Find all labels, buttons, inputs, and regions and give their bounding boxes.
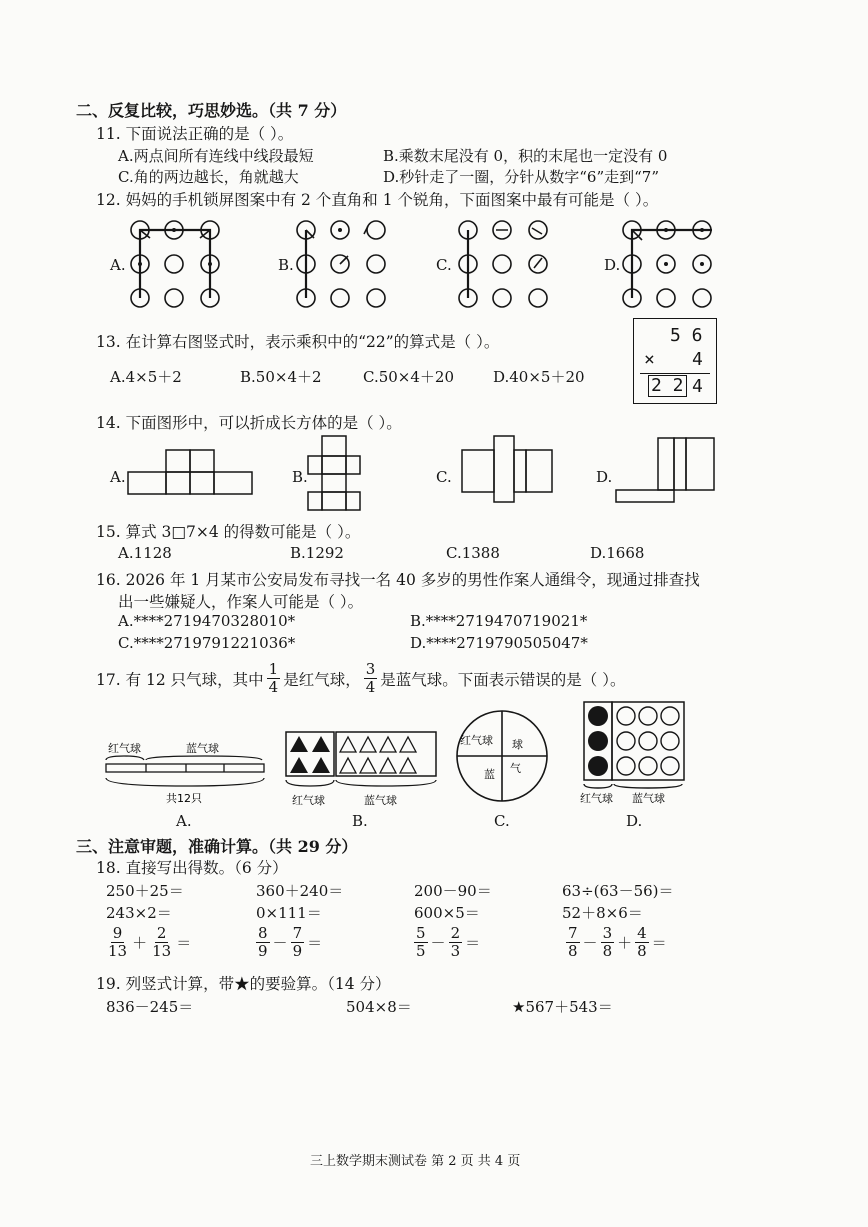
- segment-label-blue: 蓝气球: [186, 742, 219, 755]
- fraction-calc-4: [566, 926, 667, 959]
- equals: ＝: [651, 934, 667, 952]
- frac-denominator: 8: [637, 942, 647, 960]
- q17-fraction-blue: [364, 662, 378, 695]
- frac-numerator: 2: [450, 924, 461, 942]
- equals: ＝: [176, 934, 192, 952]
- vertical-calc-item: ★567＋543＝: [512, 998, 613, 1016]
- q13-option-b: B.50×4＋2: [240, 368, 322, 386]
- fraction: [291, 926, 305, 959]
- q11-option-a: A.两点间所有连线中线段最短: [118, 147, 314, 165]
- triangle-label-blue: 蓝气球: [364, 794, 397, 807]
- vertical-calc-item: 504×8＝: [346, 998, 412, 1016]
- question-11-stem: 11. 下面说法正确的是（ ）。: [96, 125, 294, 143]
- net-c: [458, 432, 558, 512]
- triangle-label-red: 红气球: [292, 794, 325, 807]
- multiply-sign: ×: [644, 349, 655, 370]
- q16-option-b: B.****2719470719021*: [410, 612, 588, 630]
- q17-label-d: D.: [626, 812, 643, 830]
- lock-pattern-b: [288, 212, 398, 312]
- question-18-stem: 18. 直接写出得数。（6 分）: [96, 859, 288, 877]
- vertical-rule: [640, 373, 710, 374]
- fraction-calc-3: [414, 926, 480, 959]
- question-16-stem-line2: 出一些嫌疑人，作案人可能是（ ）。: [118, 593, 364, 611]
- frac-numerator: 1: [268, 660, 279, 678]
- q17-stem-part2: 是红气球，: [283, 670, 361, 689]
- fraction: [635, 926, 649, 959]
- frac-denominator: 5: [416, 942, 426, 960]
- question-19-stem: 19. 列竖式计算，带★的要验算。（14 分）: [96, 975, 391, 993]
- q16-option-c: C.****2719791221036*: [118, 634, 296, 652]
- frac-denominator: 13: [152, 942, 172, 960]
- segment-total-label: 共12只: [166, 792, 202, 805]
- question-13-stem: 13. 在计算右图竖式时，表示乘积中的“22”的算式是（ ）。: [96, 333, 500, 351]
- fraction: [601, 926, 615, 959]
- pie-label-blue-1: 球: [512, 738, 523, 751]
- fraction: [566, 926, 580, 959]
- q15-option-c: C.1388: [446, 544, 500, 562]
- question-12-stem: 12. 妈妈的手机锁屏图案中有 2 个直角和 1 个锐角，下面图案中最有可能是（ ）。: [96, 191, 659, 209]
- q17-triangle-diagram: [282, 728, 442, 812]
- question-17-stem: [96, 662, 625, 695]
- frac-numerator: 3: [602, 924, 613, 942]
- operator: －: [430, 934, 446, 952]
- q13-option-d: D.40×5＋20: [493, 368, 585, 386]
- calc-item: 250＋25＝: [106, 882, 184, 900]
- product-boxed-digits: 2 2: [648, 375, 687, 397]
- calc-item: 63÷(63－56)＝: [562, 882, 674, 900]
- frac-denominator: 3: [450, 942, 461, 960]
- question-16-stem-line1: 16. 2026 年 1 月某市公安局发布寻找一名 40 多岁的男性作案人通缉令，现通过排查找: [96, 571, 700, 589]
- operator: －: [582, 934, 598, 952]
- q16-option-d: D.****2719790505047*: [410, 634, 588, 652]
- q17-dot-grid-diagram: [578, 698, 690, 810]
- q12-label-a: A.: [110, 256, 126, 274]
- calc-item: 200－90＝: [414, 882, 492, 900]
- q11-option-b: B.乘数末尾没有 0，积的末尾也一定没有 0: [383, 147, 668, 165]
- question-14-stem: 14. 下面图形中，可以折成长方体的是（ ）。: [96, 414, 402, 432]
- frac-numerator: 2: [156, 924, 167, 942]
- frac-denominator: 13: [108, 942, 128, 960]
- operator: ＋: [132, 934, 148, 952]
- segment-label-red: 红气球: [108, 742, 141, 755]
- vertical-calc-item: 836－245＝: [106, 998, 194, 1016]
- q12-label-d: D.: [604, 256, 621, 274]
- product-last-digit: 4: [692, 376, 703, 397]
- q17-label-b: B.: [352, 812, 368, 830]
- vertical-multiplication-box: [633, 318, 717, 404]
- calc-item: 0×111＝: [256, 904, 322, 922]
- frac-denominator: 8: [568, 942, 578, 960]
- fraction: [106, 926, 129, 959]
- page-footer: 三上数学期末测试卷 第 2 页 共 4 页: [310, 1154, 521, 1169]
- calc-item: 243×2＝: [106, 904, 172, 922]
- section-title: 二、反复比较，巧思妙选。（共 7 分）: [76, 101, 347, 120]
- calc-item: 360＋240＝: [256, 882, 344, 900]
- q16-option-a: A.****2719470328010*: [118, 612, 296, 630]
- operator: ＋: [617, 934, 633, 952]
- fraction: [414, 926, 428, 959]
- frac-numerator: 7: [292, 924, 303, 942]
- grid-label-red: 红气球: [580, 792, 613, 805]
- frac-denominator: 4: [365, 678, 376, 696]
- pie-label-red: 红气球: [460, 734, 493, 747]
- q17-stem-part1: 17. 有 12 只气球，其中: [96, 670, 264, 689]
- pie-label-blue-2: 蓝: [484, 768, 495, 781]
- section-title: 三、注意审题，准确计算。（共 29 分）: [76, 837, 358, 856]
- q17-label-c: C.: [494, 812, 510, 830]
- q12-label-c: C.: [436, 256, 452, 274]
- equals: ＝: [307, 934, 323, 952]
- fraction: [449, 926, 463, 959]
- q13-option-c: C.50×4＋20: [363, 368, 454, 386]
- frac-numerator: 4: [637, 924, 647, 942]
- q14-label-a: A.: [110, 468, 126, 486]
- net-d: [612, 432, 724, 512]
- operator: －: [272, 934, 288, 952]
- multiplier: 4: [692, 349, 703, 370]
- fraction-calc-2: [256, 926, 322, 959]
- net-b: [304, 432, 384, 516]
- q11-option-c: C.角的两边越长，角就越大: [118, 168, 299, 186]
- q17-fraction-red: [267, 662, 281, 695]
- q12-label-b: B.: [278, 256, 294, 274]
- q17-label-a: A.: [176, 812, 192, 830]
- q14-label-d: D.: [596, 468, 613, 486]
- lock-pattern-a: [122, 212, 232, 312]
- frac-denominator: 4: [268, 678, 279, 696]
- q17-stem-part3: 是蓝气球。下面表示错误的是（ ）。: [380, 670, 626, 689]
- question-15-stem: 15. 算式 3□7×4 的得数可能是（ ）。: [96, 523, 361, 541]
- frac-denominator: 8: [602, 942, 613, 960]
- q15-option-b: B.1292: [290, 544, 344, 562]
- equals: ＝: [465, 934, 481, 952]
- fraction-calc-1: [106, 926, 191, 959]
- frac-numerator: 7: [568, 924, 578, 942]
- calc-item: 600×5＝: [414, 904, 480, 922]
- q14-label-b: B.: [292, 468, 308, 486]
- pie-label-blue-3: 气: [510, 762, 521, 775]
- net-a: [124, 444, 264, 504]
- frac-numerator: 3: [365, 660, 376, 678]
- q13-option-a: A.4×5＋2: [110, 368, 182, 386]
- q17-segment-diagram: [100, 738, 270, 810]
- q11-option-d: D.秒针走了一圈，分针从数字“6”走到“7”: [383, 168, 660, 186]
- lock-pattern-c: [450, 212, 560, 312]
- fraction: [150, 926, 173, 959]
- fraction: [256, 926, 270, 959]
- calc-item: 52＋8×6＝: [562, 904, 643, 922]
- frac-denominator: 9: [258, 942, 268, 960]
- grid-label-blue: 蓝气球: [632, 792, 665, 805]
- lock-pattern-d: [614, 212, 724, 312]
- frac-numerator: 9: [112, 924, 123, 942]
- q14-label-c: C.: [436, 468, 452, 486]
- q15-option-d: D.1668: [590, 544, 645, 562]
- q15-option-a: A.1128: [118, 544, 172, 562]
- frac-numerator: 5: [416, 924, 426, 942]
- q17-pie-diagram: [452, 706, 552, 806]
- frac-numerator: 8: [258, 924, 268, 942]
- multiplicand: 5 6: [670, 325, 703, 346]
- frac-denominator: 9: [292, 942, 303, 960]
